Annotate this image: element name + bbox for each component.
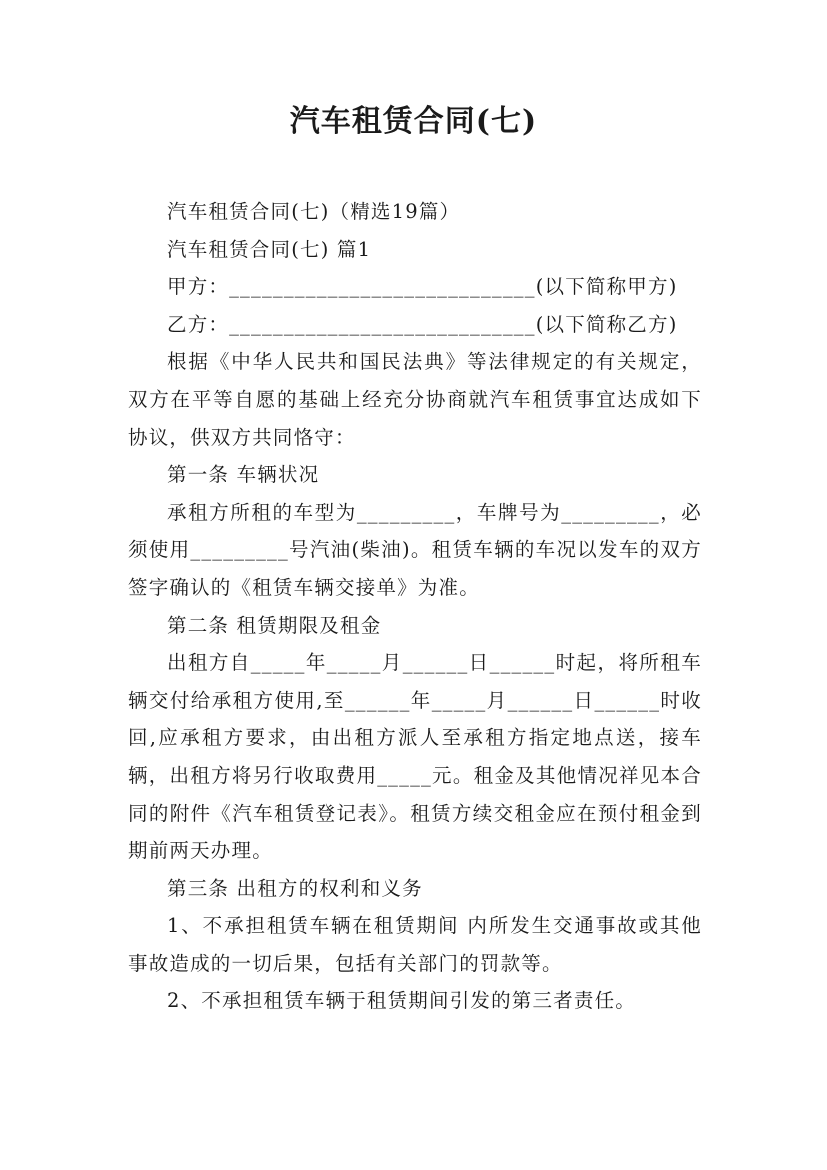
article-1-paragraph: 承租方所租的车型为_________，车牌号为_________，必须使用_________号汽油(柴油)。租赁车辆的车况以发车的双方签字确认的《租赁车辆交接单》为准。	[128, 500, 702, 599]
party-a-line: 甲方：____________________________(以下简称甲方)	[167, 275, 678, 299]
article-2-heading: 第二条 租赁期限及租金	[167, 613, 382, 637]
article-3-heading: 第三条 出租方的权利和义务	[167, 876, 423, 900]
article-3-clause-1: 1、不承担租赁车辆在租赁期间 内所发生交通事故或其他事故造成的一切后果，包括有关部门的罚款等。	[128, 914, 702, 975]
article-3-clause-2: 2、不承担租赁车辆于租赁期间引发的第三者责任。	[167, 989, 637, 1013]
document-body	[128, 193, 702, 1020]
article-2-paragraph: 出租方自_____年_____月______日______时起，将所租车辆交付给承租方使用,至______年_____月______日______时收回,应承租方要求，由出租方派人至承租方指定地点送，接车辆，出租方将另行收取费用_____元。租金及其他情况祥见本合同的附件《汽车租赁登记表》。租赁方续交租金应在预付租金到期前两天办理。	[128, 651, 702, 863]
document-title: 汽车租赁合同(七)	[289, 104, 538, 139]
section-heading: 汽车租赁合同(七) 篇1	[167, 237, 372, 261]
party-b-line: 乙方：____________________________(以下简称乙方)	[167, 312, 678, 336]
article-1-heading: 第一条 车辆状况	[167, 463, 320, 487]
subtitle-line: 汽车租赁合同(七)（精选19篇）	[167, 200, 461, 223]
preamble-paragraph: 根据《中华人民共和国民法典》等法律规定的有关规定，双方在平等自愿的基础上经充分协商就汽车租赁事宜达成如下协议，供双方共同恪守：	[128, 350, 702, 449]
